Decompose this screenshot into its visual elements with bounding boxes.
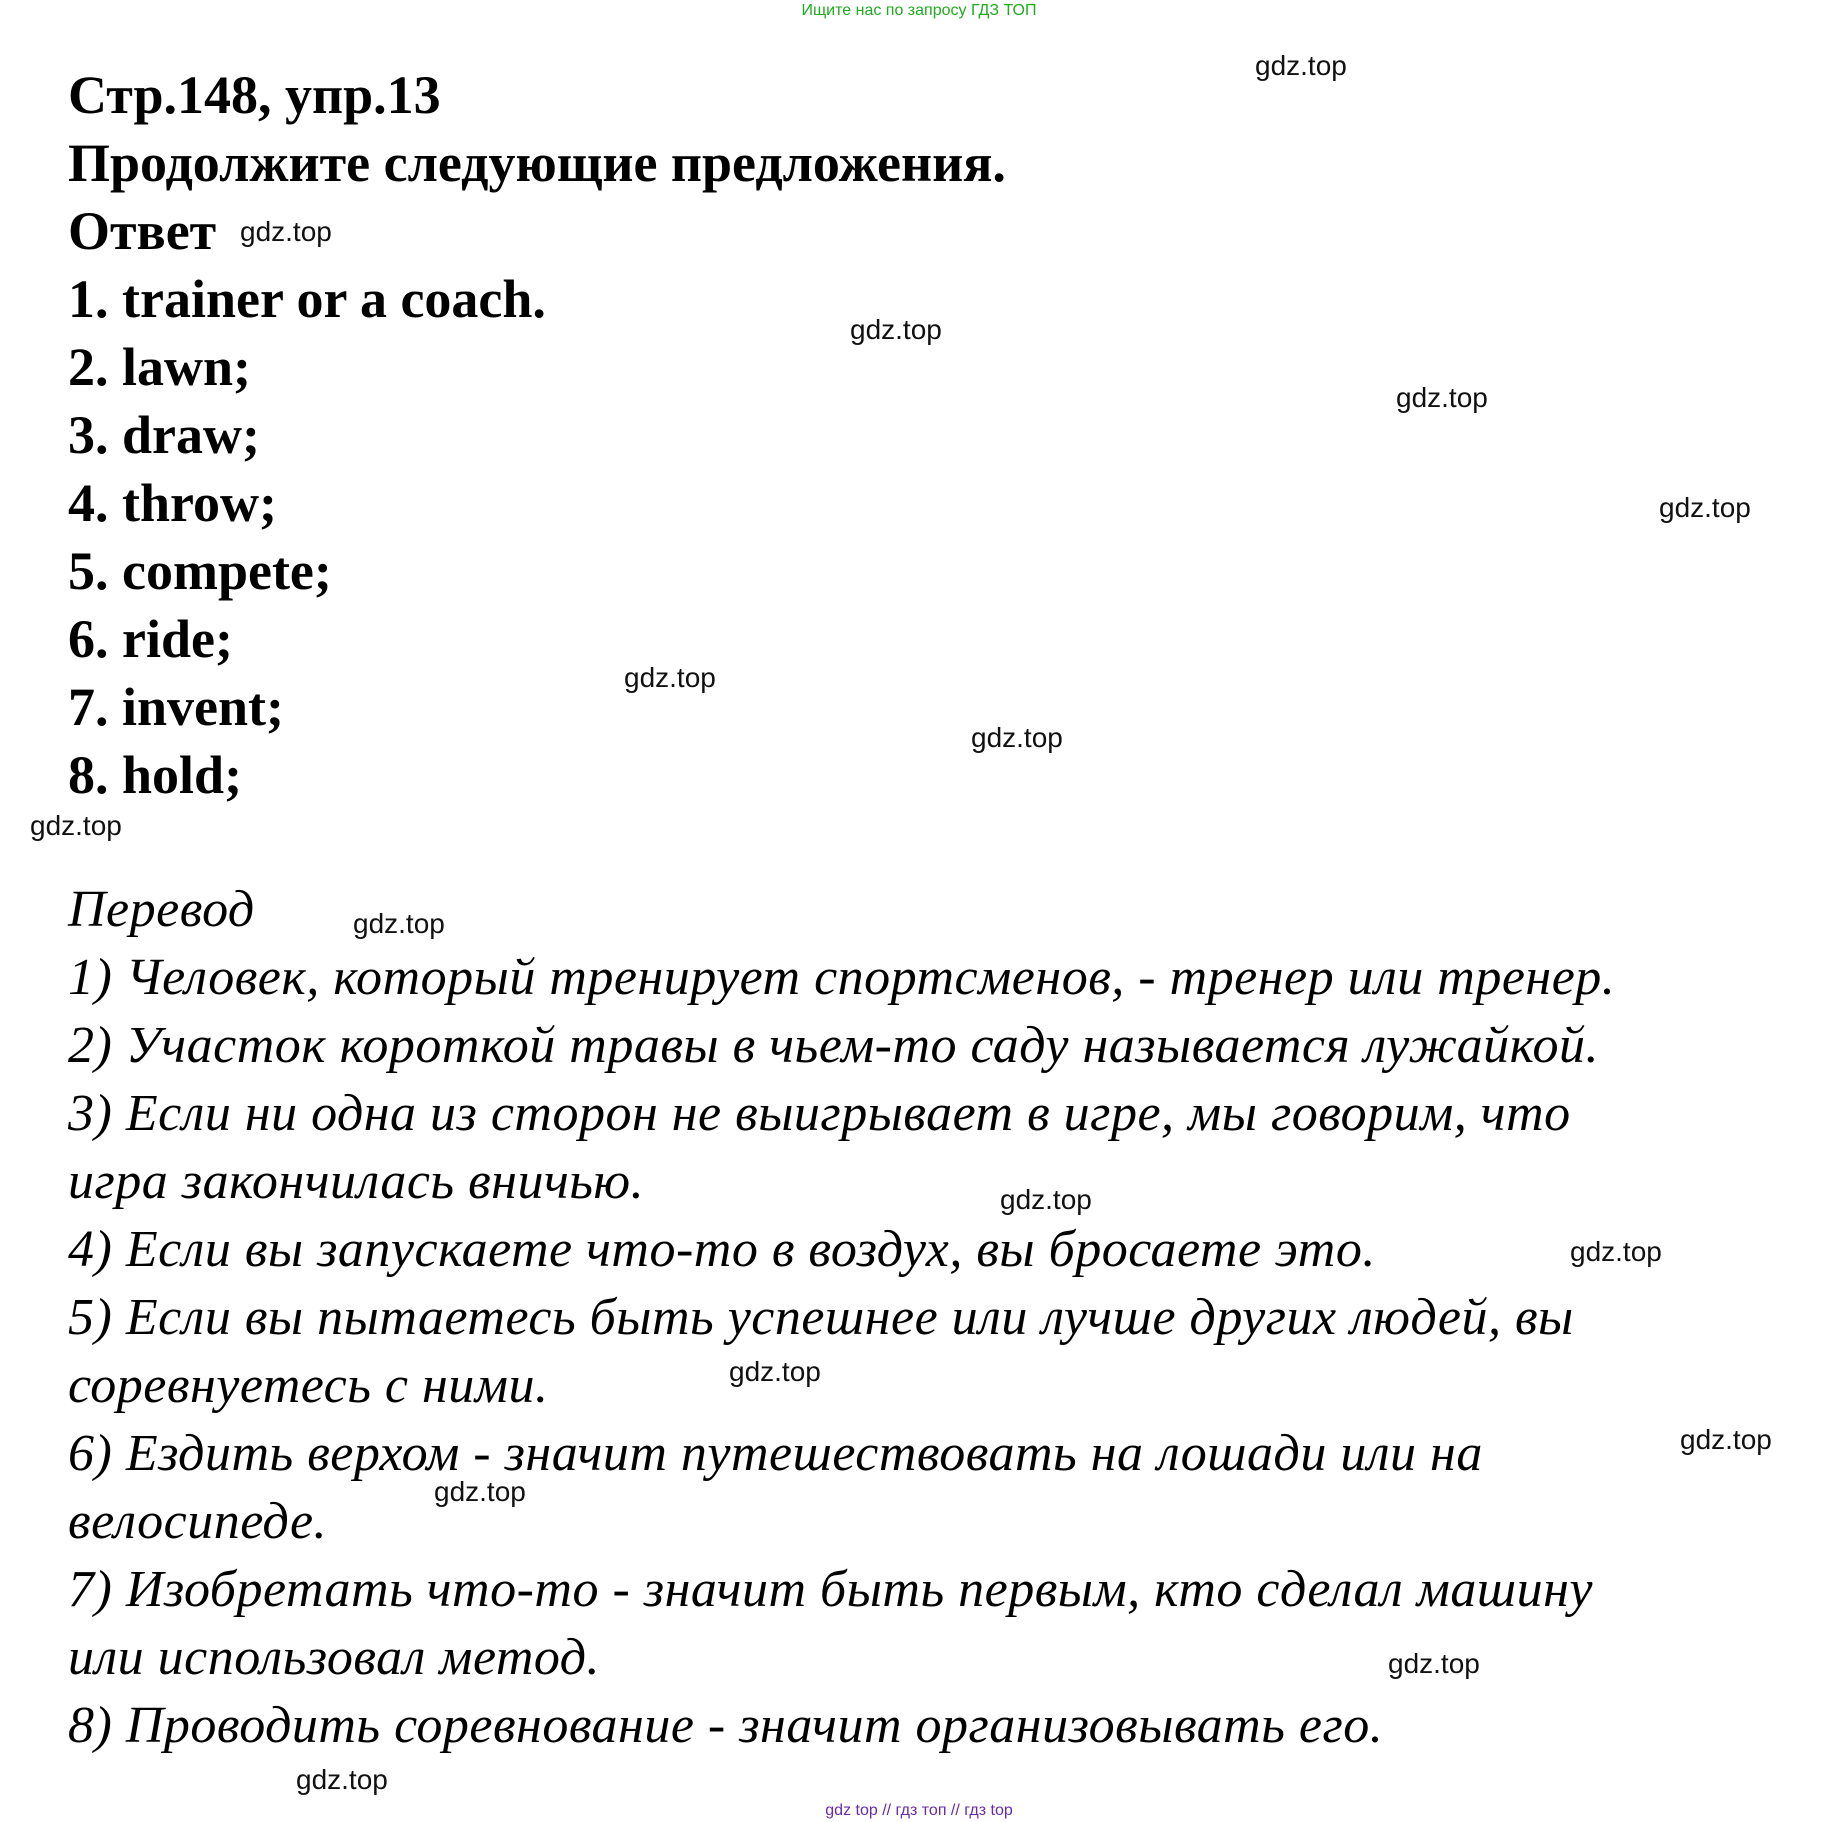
watermark: gdz.top xyxy=(1388,1648,1480,1679)
watermark: gdz.top xyxy=(1000,1184,1092,1215)
watermark: gdz.top xyxy=(353,908,445,939)
answer-item: 3. draw; xyxy=(68,405,260,465)
answer-item: 2. lawn; xyxy=(68,337,252,397)
watermark: gdz.top xyxy=(850,314,942,345)
translation-line: 4) Если вы запускаете что-то в воздух, вы бросаете это. xyxy=(68,1221,1376,1278)
translation-line: 2) Участок короткой травы в чьем-то саду называется лужайкой. xyxy=(68,1017,1599,1074)
translation-line: 1) Человек, который тренирует спортсменов, - тренер или тренер. xyxy=(68,949,1616,1006)
watermark: gdz.top xyxy=(1255,50,1347,81)
answer-item: 8. hold; xyxy=(68,745,243,805)
answer-item: 5. compete; xyxy=(68,541,332,601)
watermark: gdz.top xyxy=(1570,1236,1662,1267)
answer-item: 7. invent; xyxy=(68,677,284,737)
translation-line: 7) Изобретать что-то - значит быть первым, кто сделал машину xyxy=(68,1561,1593,1618)
translation-line: соревнуетесь с ними. xyxy=(68,1357,549,1414)
translation-line: 8) Проводить соревнование - значит организовывать его. xyxy=(68,1697,1384,1754)
translation-line: или использовал метод. xyxy=(68,1629,601,1686)
watermark: gdz.top xyxy=(434,1476,526,1507)
answer-item: 6. ride; xyxy=(68,609,233,669)
watermark: gdz.top xyxy=(624,662,716,693)
task-instruction: Продолжите следующие предложения. xyxy=(68,133,1006,193)
translation-line: 6) Ездить верхом - значит путешествовать на лошади или на xyxy=(68,1425,1483,1482)
page-title: Стр.148, упр.13 xyxy=(68,65,441,125)
watermark: gdz.top xyxy=(240,216,332,247)
watermark: gdz.top xyxy=(729,1356,821,1387)
footer-note: gdz top // гдз топ // гдз top xyxy=(825,1802,1013,1819)
translation-label: Перевод xyxy=(68,881,255,938)
answer-item: 1. trainer or a coach. xyxy=(68,269,546,329)
watermark: gdz.top xyxy=(1396,382,1488,413)
top-search-note: Ищите нас по запросу ГДЗ ТОП xyxy=(801,2,1037,19)
translation-line: игра закончилась вничью. xyxy=(68,1153,645,1210)
watermark: gdz.top xyxy=(296,1764,388,1795)
watermark: gdz.top xyxy=(971,722,1063,753)
translation-line: 5) Если вы пытаетесь быть успешнее или лучше других людей, вы xyxy=(68,1289,1574,1346)
answer-item: 4. throw; xyxy=(68,473,277,533)
translation-line: велосипеде. xyxy=(68,1493,328,1550)
watermark: gdz.top xyxy=(1680,1424,1772,1455)
translation-line: 3) Если ни одна из сторон не выигрывает в игре, мы говорим, что xyxy=(68,1085,1571,1142)
watermark: gdz.top xyxy=(30,810,122,841)
watermark: gdz.top xyxy=(1659,492,1751,523)
answer-label: Ответ xyxy=(68,201,217,261)
